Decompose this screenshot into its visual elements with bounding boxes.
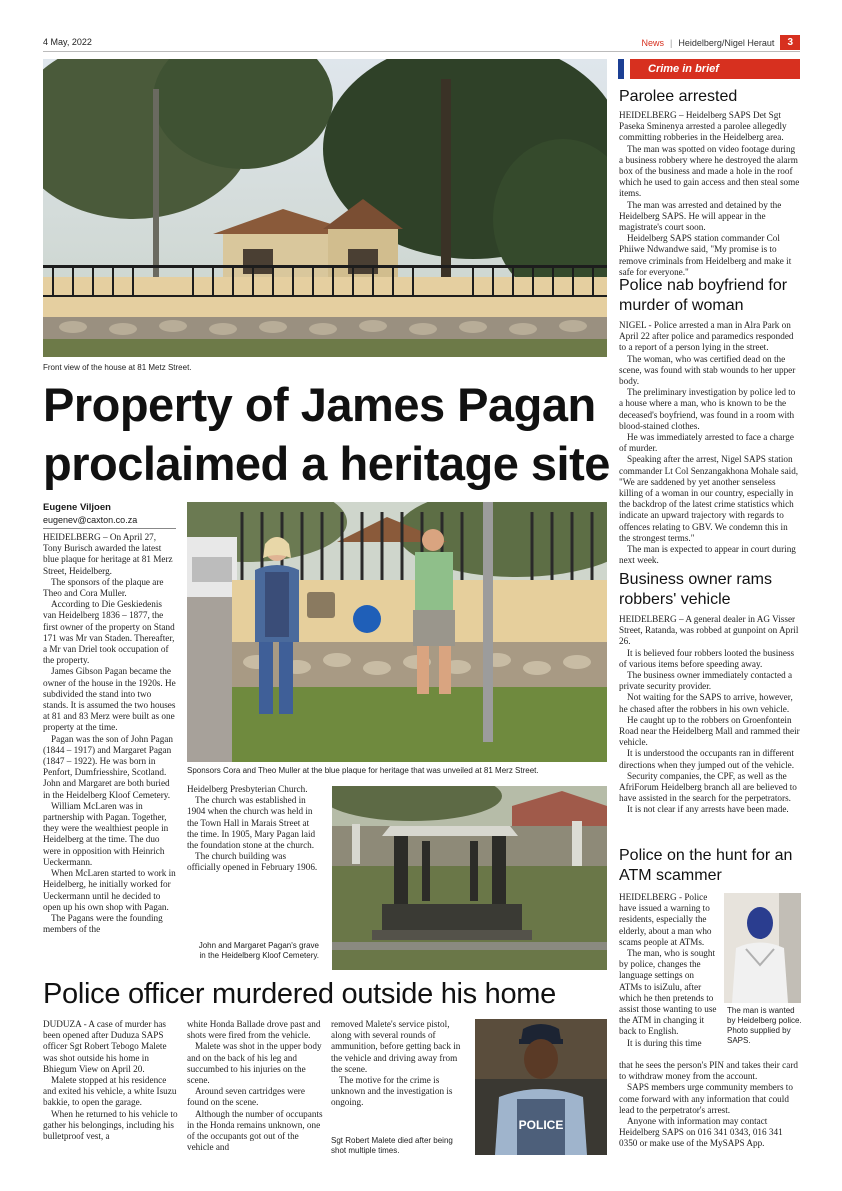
paragraph: It is during this time <box>627 1037 702 1048</box>
police-story-col3 <box>331 1019 467 1109</box>
paragraph: The motive for the crime is unknown and the investigation is ongoing. <box>331 1075 453 1108</box>
brief-title-business: Business owner rams robbers' vehicle <box>619 571 772 608</box>
paragraph: The Pagans were the founding members of the <box>43 912 163 935</box>
paragraph: NIGEL - Police arrested a man in Alra Park on April 22 after police and paramedics responded to a report of a person lying in the street. <box>619 320 794 353</box>
paragraph: The sponsors of the plaque are Theo and Cora Muller. <box>43 576 164 599</box>
paragraph: Not waiting for the SAPS to arrive, however, he chased after the robbers in his own vehicle. <box>619 692 793 714</box>
paragraph: HEIDELBERG – A general dealer in AG Visser Street, Ratanda, was robbed at gunpoint on April 26. <box>619 614 799 647</box>
paragraph: Heidelberg Presbyterian Church. <box>187 784 308 794</box>
brief-title-atm: Police on the hunt for an ATM scammer <box>619 847 793 884</box>
paragraph: It is believed four robbers looted the business of various items before speeding away. <box>619 647 795 669</box>
paragraph: Malete stopped at his residence and exited his vehicle, a white Isuzu bakkie, to open the garage. <box>43 1075 177 1108</box>
byline: Eugene Viljoen <box>43 502 111 513</box>
paragraph: Security companies, the CPF, as well as the AfriForum Heidelberg branch all are believed to have assisted in the search for the perpetrators. <box>619 770 797 804</box>
page-date: 4 May, 2022 <box>43 37 92 47</box>
police-headline: Police officer murdered outside his home <box>43 978 556 1010</box>
main-story-col1 <box>43 532 176 972</box>
sponsors-photo <box>187 502 607 762</box>
police-photo-caption: Sgt Robert Malete died after being shot multiple times. <box>331 1136 453 1155</box>
paragraph: removed Malete's service pistol, along with several rounds of ammunition, before getting back in the vehicle and driving away from the scene. <box>331 1019 461 1074</box>
main-headline-line1: Property of James Pagan <box>43 378 596 431</box>
byline-rule <box>43 528 176 529</box>
paragraph: The man is expected to appear in court during next week. <box>619 544 796 566</box>
brief-title-parolee: Parolee arrested <box>619 88 738 105</box>
paragraph: The preliminary investigation by police led to a house where a man, who is known to be the deceased's boyfriend, was found in a room with blood-stained clothes. <box>619 387 796 431</box>
brief-body-business <box>619 614 801 816</box>
paragraph: The man was arrested and detained by the Heidelberg SAPS. He will appear in the magistrate's court soon. <box>619 199 782 233</box>
paragraph: According to Die Geskiedenis van Heidelberg 1836 – 1877, the first owner of the property on Stand 171 was Mr van Staden. Thereafter, a Mr van Driel took occupation of the property. <box>43 599 175 666</box>
page-header-right <box>642 35 800 50</box>
brief-body-atm-narrow <box>619 892 717 1049</box>
grave-caption: John and Margaret Pagan's grave in the Heidelberg Kloof Cemetery. <box>198 941 319 960</box>
brief-body-parolee <box>619 110 801 278</box>
police-story-col1 <box>43 1019 178 1142</box>
house-front-photo <box>43 59 607 357</box>
brief-body-boyfriend <box>619 320 801 566</box>
paragraph: that he sees the person's PIN and takes their card to withdraw money from the account. <box>619 1060 798 1082</box>
atm-suspect-photo <box>724 893 801 1003</box>
paragraph: The man was spotted on video footage during a business robbery where he destroyed the alarm box of the business and made a hole in the roof which he used to gain access and then steal some items. <box>619 143 800 199</box>
section-name: News <box>641 37 665 48</box>
paragraph: Heidelberg SAPS station commander Col Phiiwe Ndwandwe said, "My promise is to remove criminals from Heidelberg and make it safe for everyone." <box>619 233 792 277</box>
police-vest-label: POLICE <box>518 1118 564 1132</box>
paragraph: When he returned to his vehicle to gather his belongings, including his bulletproof vest, a <box>43 1108 178 1142</box>
crime-brief-bar <box>618 59 800 79</box>
paragraph: SAPS members urge community members to come forward with any information that could lead to the perpetrator's arrest. <box>619 1082 793 1115</box>
flag-icon <box>618 59 636 79</box>
paragraph: The church was established in 1904 when the church was held in the Town Hall in Marais Street at the time. In 1905, Mary Pagan laid the foundation stone at the church. <box>187 795 316 851</box>
paragraph: The business owner immediately contacted a private security provider. <box>619 670 793 692</box>
paragraph: James Gibson Pagan became the owner of the house in the 1920s. He subdivided the stand into two stands. It is assumed the two houses at 81 and 83 Merz were built as one property at the time. <box>43 666 176 733</box>
paragraph: The man, who is sought by police, changes the language settings on ATMs to isiZulu, after which he then pretends to assist those wanting to use the ATM in changing it back to English. <box>619 948 717 1037</box>
officer-portrait <box>475 1019 607 1155</box>
brief-body-atm-wide <box>619 1060 801 1150</box>
header-separator: | <box>670 37 673 48</box>
paragraph: Malete was shot in the upper body and on the back of his leg and succumbed to his injuries on the scene. <box>187 1041 322 1086</box>
byline-email: eugenev@caxton.co.za <box>43 515 138 525</box>
atm-suspect-caption: The man is wanted by Heidelberg police. Photo supplied by SAPS. <box>727 1006 802 1045</box>
sponsors-caption: Sponsors Cora and Theo Muller at the blue plaque for heritage that was unveiled at 81 Merz Street. <box>187 766 539 775</box>
paragraph: HEIDELBERG – Heidelberg SAPS Det Sgt Paseka Sminenya arrested a parolee allegedly committing robberies in the Heidelberg area. <box>619 110 787 143</box>
paragraph: William McLaren was in partnership with Pagan. Together, they were the wealthiest people in Heidelberg at the time. The duo were in opposition with Heinrich Ueckermann. <box>43 800 169 867</box>
paragraph: Anyone with information may contact Heidelberg SAPS on 016 341 0343, 016 341 0350 or make use of the MySAPS App. <box>619 1116 783 1149</box>
paragraph: HEIDELBERG - Police have issued a warning to residents, especially the elderly, about a man who scams people at ATMs. <box>619 892 712 947</box>
brief-title-boyfriend: Police nab boyfriend for murder of woman <box>619 277 788 314</box>
grave-photo <box>332 786 607 970</box>
house-front-caption: Front view of the house at 81 Metz Street. <box>43 363 192 372</box>
crime-brief-title: Crime in brief <box>648 63 719 75</box>
paragraph: He was immediately arrested to face a charge of murder. <box>619 432 794 454</box>
paragraph: Around seven cartridges were found on the scene. <box>187 1086 305 1108</box>
paragraph: The church building was officially opened in February 1906. <box>187 851 318 873</box>
main-story-col2 <box>187 784 320 874</box>
paragraph: He caught up to the robbers on Groenfontein Road near the Heidelberg Mall and rammed their vehicle. <box>619 714 800 748</box>
paragraph: Pagan was the son of John Pagan (1844 – 1917) and Margaret Pagan (1847 – 1922). He was born in Penfort, Dumfriesshire, Scotland. John and Margaret are both buried in the Heidelberg Kloof Cemetery. <box>43 733 173 800</box>
main-headline-line2: proclaimed a heritage site <box>43 437 610 490</box>
header-rule <box>43 51 800 52</box>
paragraph: DUDUZA - A case of murder has been opened after Duduza SAPS officer Sgt Robert Tebogo Malete was shot outside his home in Bhiegum View on April 20. <box>43 1019 167 1074</box>
paragraph: It is not clear if any arrests have been made. <box>627 804 789 815</box>
paragraph: Speaking after the arrest, Nigel SAPS station commander Lt Col Senzangakhona Mohale said, "We are saddened by yet another senseless killing of a woman in our country, especially in the backdrop of the latest crime statistics which indicate an upward trajectory with regards to offences relating to GBV. We condemn this in the strongest terms." <box>619 454 799 543</box>
page-number: 3 <box>780 35 800 50</box>
paragraph: When McLaren started to work in Heidelberg, he initially worked for Ueckermann until he decided to open up his own shop with Pagan. <box>43 868 176 912</box>
paragraph: white Honda Ballade drove past and shots were fired from the vehicle. <box>187 1019 321 1041</box>
paragraph: The woman, who was certified dead on the scene, was found with stab wounds to her upper body. <box>619 353 796 387</box>
paragraph: HEIDELBERG – On April 27, Tony Burisch awarded the latest blue plaque for heritage at 81 Merz Street, Heidelberg. <box>43 532 173 576</box>
paper-name: Heidelberg/Nigel Heraut <box>678 37 775 48</box>
police-story-col2 <box>187 1019 323 1153</box>
paragraph: Although the number of occupants in the Honda remains unknown, one of the occupants got out of the vehicle and <box>187 1108 323 1153</box>
paragraph: It is understood the occupants ran in different directions when they jumped out of the vehicle. <box>619 748 795 770</box>
